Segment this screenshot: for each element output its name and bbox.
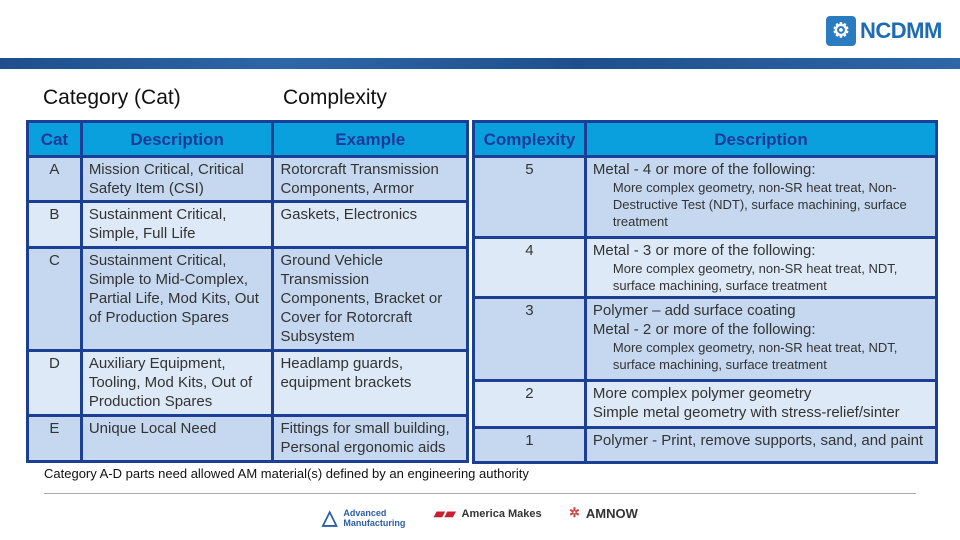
cell-example: Ground Vehicle Transmission Components, Bracket or Cover for Rotorcraft Subsystem bbox=[273, 248, 468, 351]
description-detail: More complex geometry, non-SR heat treat, NDT, surface machining, surface treatment bbox=[612, 261, 898, 293]
cell-level: 4 bbox=[474, 238, 586, 298]
cell-description bbox=[585, 238, 936, 298]
col-header: Example bbox=[273, 122, 468, 157]
logo-text: America Makes bbox=[461, 507, 542, 520]
cell-example: Rotorcraft Transmission Components, Armor bbox=[273, 157, 468, 202]
table-row bbox=[474, 428, 937, 463]
description-line: Metal - 4 or more of the following: bbox=[592, 161, 816, 178]
section-title-complexity: Complexity bbox=[283, 86, 387, 109]
amnow-logo: ✲ AMNOW bbox=[569, 505, 638, 521]
description-line: Metal - 2 or more of the following: bbox=[592, 321, 816, 338]
logo-text: NCDMM bbox=[860, 18, 942, 43]
table-row bbox=[28, 248, 468, 351]
advanced-manufacturing-logo: △ Advanced Manufacturing bbox=[322, 507, 406, 529]
cell-level: 3 bbox=[474, 298, 586, 381]
description-line: More complex polymer geometry bbox=[592, 385, 812, 402]
description-detail: More complex geometry, non-SR heat treat, Non-Destructive Test (NDT), surface machining, surface treatment bbox=[612, 180, 907, 229]
cell-cat: B bbox=[28, 202, 82, 248]
logo-text: Advanced Manufacturing bbox=[343, 507, 406, 528]
table-row bbox=[474, 157, 937, 238]
table-row bbox=[474, 238, 937, 298]
col-header: Description bbox=[585, 122, 936, 157]
cell-description bbox=[585, 381, 936, 428]
description-line: Polymer – add surface coating bbox=[592, 302, 796, 319]
america-makes-logo: ▰▰ America Makes bbox=[434, 505, 542, 521]
divider bbox=[44, 493, 916, 494]
cell-description: Mission Critical, Critical Safety Item (CSI) bbox=[81, 157, 273, 202]
footnote: Category A-D parts need allowed AM material(s) defined by an engineering authority bbox=[44, 466, 529, 481]
section-title-category: Category (Cat) bbox=[43, 86, 181, 109]
cell-cat: C bbox=[28, 248, 82, 351]
gear-logo-icon: ⚙ bbox=[826, 16, 856, 46]
cell-cat: A bbox=[28, 157, 82, 202]
table-row bbox=[28, 202, 468, 248]
table-row bbox=[474, 298, 937, 381]
header-band bbox=[0, 58, 960, 69]
cell-example: Fittings for small building, Personal ergonomic aids bbox=[273, 416, 468, 462]
table-row bbox=[28, 416, 468, 462]
cell-description: Sustainment Critical, Simple, Full Life bbox=[81, 202, 273, 248]
cell-description bbox=[585, 157, 936, 238]
description-line: Polymer - Print, remove supports, sand, and paint bbox=[592, 432, 924, 449]
description-line: Metal - 3 or more of the following: bbox=[592, 242, 816, 259]
description-line: Simple metal geometry with stress-relief/sinter bbox=[592, 404, 900, 421]
category-table bbox=[26, 120, 469, 463]
col-header: Cat bbox=[28, 122, 82, 157]
cell-description: Sustainment Critical, Simple to Mid-Complex, Partial Life, Mod Kits, Out of Production Spares bbox=[81, 248, 273, 351]
cell-example: Gaskets, Electronics bbox=[273, 202, 468, 248]
complexity-table bbox=[472, 120, 938, 464]
cell-level: 1 bbox=[474, 428, 586, 463]
table-row bbox=[474, 381, 937, 428]
cell-description bbox=[585, 428, 936, 463]
ncdmm-logo bbox=[826, 16, 942, 46]
cell-description: Auxiliary Equipment, Tooling, Mod Kits, Out of Production Spares bbox=[81, 351, 273, 416]
cell-cat: D bbox=[28, 351, 82, 416]
cell-level: 2 bbox=[474, 381, 586, 428]
cell-cat: E bbox=[28, 416, 82, 462]
col-header: Complexity bbox=[474, 122, 586, 157]
cell-description bbox=[585, 298, 936, 381]
col-header: Description bbox=[81, 122, 273, 157]
description-detail: More complex geometry, non-SR heat treat, NDT, surface machining, surface treatment bbox=[612, 340, 898, 372]
logo-text: AMNOW bbox=[585, 505, 638, 521]
cell-level: 5 bbox=[474, 157, 586, 238]
table-row bbox=[28, 157, 468, 202]
table-row bbox=[28, 351, 468, 416]
cell-example: Headlamp guards, equipment brackets bbox=[273, 351, 468, 416]
cell-description: Unique Local Need bbox=[81, 416, 273, 462]
